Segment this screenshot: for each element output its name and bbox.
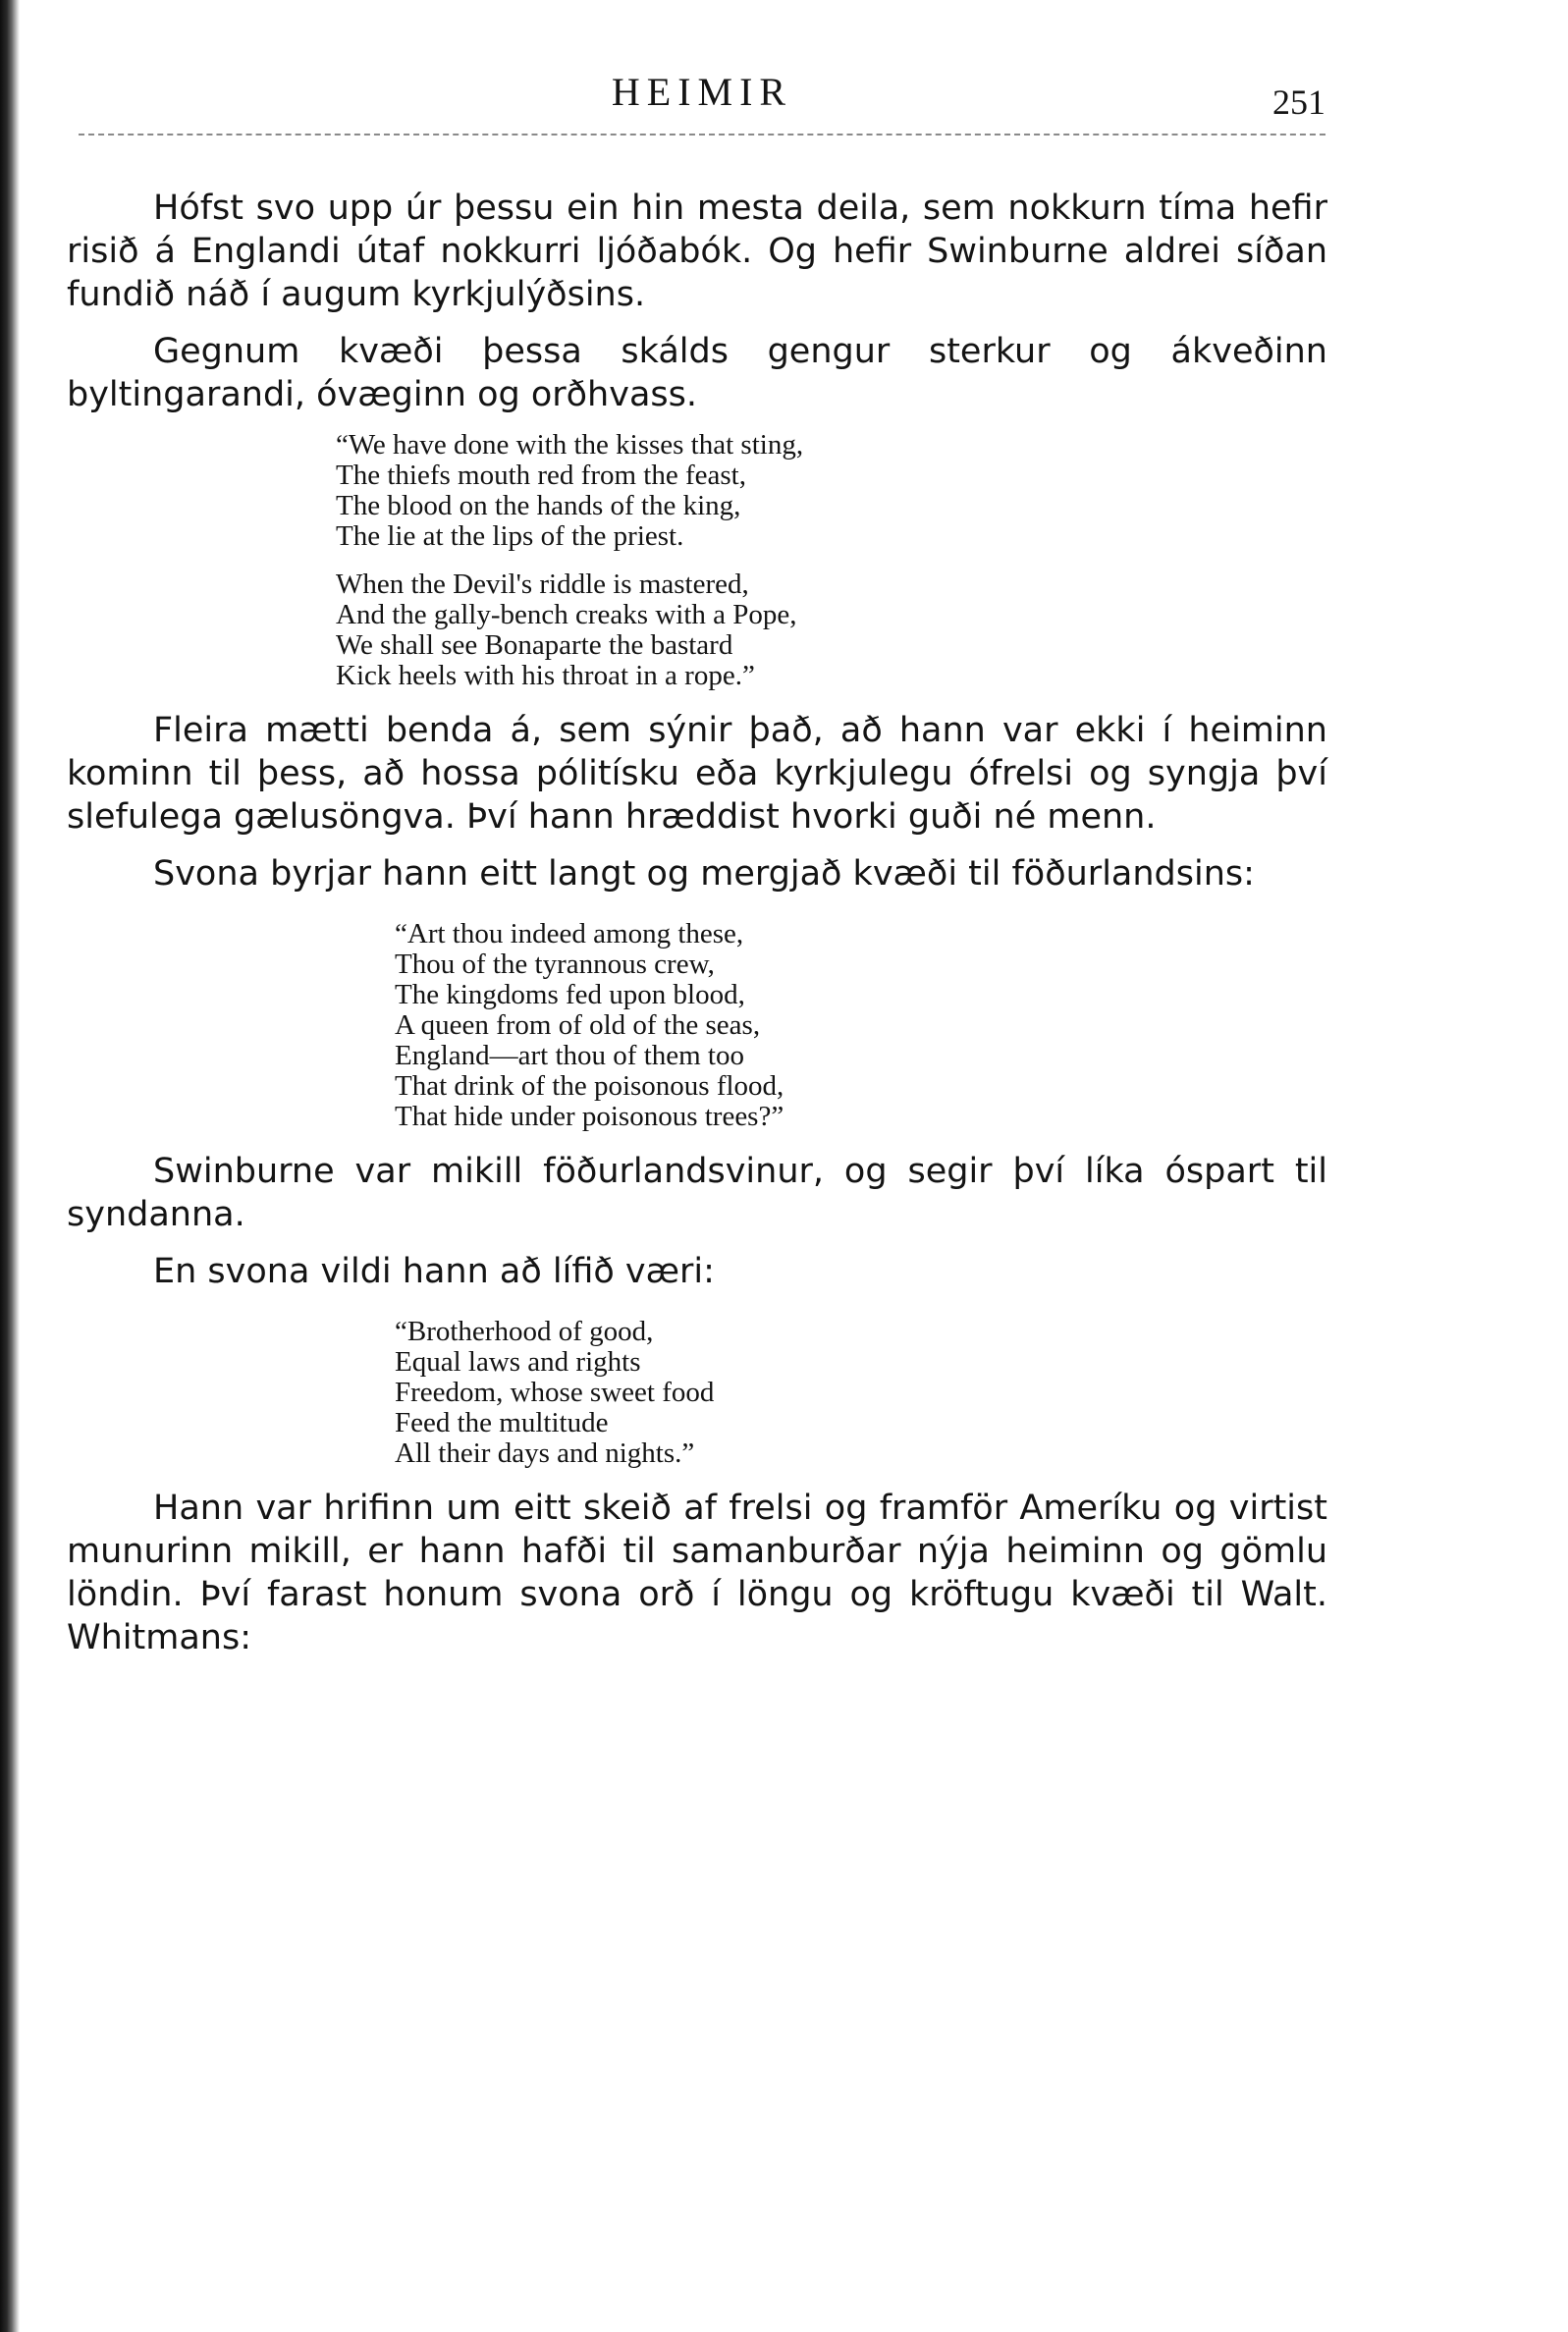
verse-line: And the gally-bench creaks with a Pope, <box>336 599 797 630</box>
verse-fatherland <box>395 919 1327 1132</box>
paragraph-text: Gegnum kvæði þessa skálds gengur sterkur og ákveðinn byltingarandi, óvæginn og orðhvass. <box>67 332 1327 414</box>
verse-line: We shall see Bonaparte the bastard <box>336 629 733 661</box>
page-header <box>79 67 1325 126</box>
paragraph-text: Hann var hrifinn um eitt skeið af frelsi og framför Ameríku og virtist munurinn mikill, er hann hafði til samanburðar nýja heiminn og gömlu löndin. Því farast honum svona orð í löngu og kröftugu kvæði til Walt. Whitmans: <box>67 1489 1327 1657</box>
verse-line: Freedom, whose sweet food <box>395 1377 715 1408</box>
verse-line: Kick heels with his throat in a rope.” <box>336 660 755 691</box>
paragraph-text: En svona vildi hann að lífið væri: <box>153 1252 715 1291</box>
verse-line: Feed the multitude <box>395 1407 609 1438</box>
verse-line: That drink of the poisonous flood, <box>395 1070 784 1102</box>
binding-edge <box>0 0 20 2332</box>
verse-line: All their days and nights.” <box>395 1437 695 1469</box>
page-body <box>51 187 1327 1659</box>
verse-line: A queen from of old of the seas, <box>395 1009 761 1041</box>
header-rule <box>79 134 1325 136</box>
paragraph-text: Svona byrjar hann eitt langt og mergjað kvæði til föðurlandsins: <box>153 854 1255 894</box>
verse-line: The blood on the hands of the king, <box>336 490 741 521</box>
verse-line: Equal laws and rights <box>395 1346 641 1378</box>
paragraph <box>51 187 1327 316</box>
paragraph <box>51 1487 1327 1659</box>
verse-stanza-1 <box>336 430 1327 552</box>
paragraph-text: Fleira mætti benda á, sem sýnir það, að hann var ekki í heiminn kominn til þess, að hossa pólitísku eða kyrkjulegu ófrelsi og syngja því slefulega gælusöngva. Því hann hræddist hvorki guði né menn. <box>67 711 1327 837</box>
verse-stanza-2 <box>336 569 1327 691</box>
verse-line: England—art thou of them too <box>395 1040 744 1071</box>
verse-line: The thiefs mouth red from the feast, <box>336 460 746 491</box>
paragraph-text: Swinburne var mikill föðurlandsvinur, og segir því líka óspart til syndanna. <box>67 1152 1327 1234</box>
page-number: 251 <box>1272 82 1325 122</box>
verse-line: “Brotherhood of good, <box>395 1316 654 1347</box>
verse-line: That hide under poisonous trees?” <box>395 1101 784 1132</box>
verse-line: The kingdoms fed upon blood, <box>395 979 745 1010</box>
paragraph <box>51 330 1327 416</box>
paragraph <box>51 852 1327 895</box>
paragraph <box>51 1250 1327 1293</box>
paragraph-text: Hófst svo upp úr þessu ein hin mesta deila, sem nokkurn tíma hefir risið á Englandi útaf nokkurri ljóðabók. Og hefir Swinburne aldrei síðan fundið náð í augum kyrkjulýðsins. <box>67 189 1327 314</box>
verse-line: “We have done with the kisses that sting, <box>336 429 804 461</box>
verse-line: When the Devil's riddle is mastered, <box>336 569 749 600</box>
verse-brotherhood <box>395 1317 1327 1469</box>
running-title: HEIMIR <box>611 70 793 114</box>
paragraph <box>51 1150 1327 1236</box>
verse-line: “Art thou indeed among these, <box>395 918 744 949</box>
verse-line: Thou of the tyrannous crew, <box>395 949 715 980</box>
paragraph <box>51 709 1327 839</box>
verse-line: The lie at the lips of the priest. <box>336 520 684 552</box>
